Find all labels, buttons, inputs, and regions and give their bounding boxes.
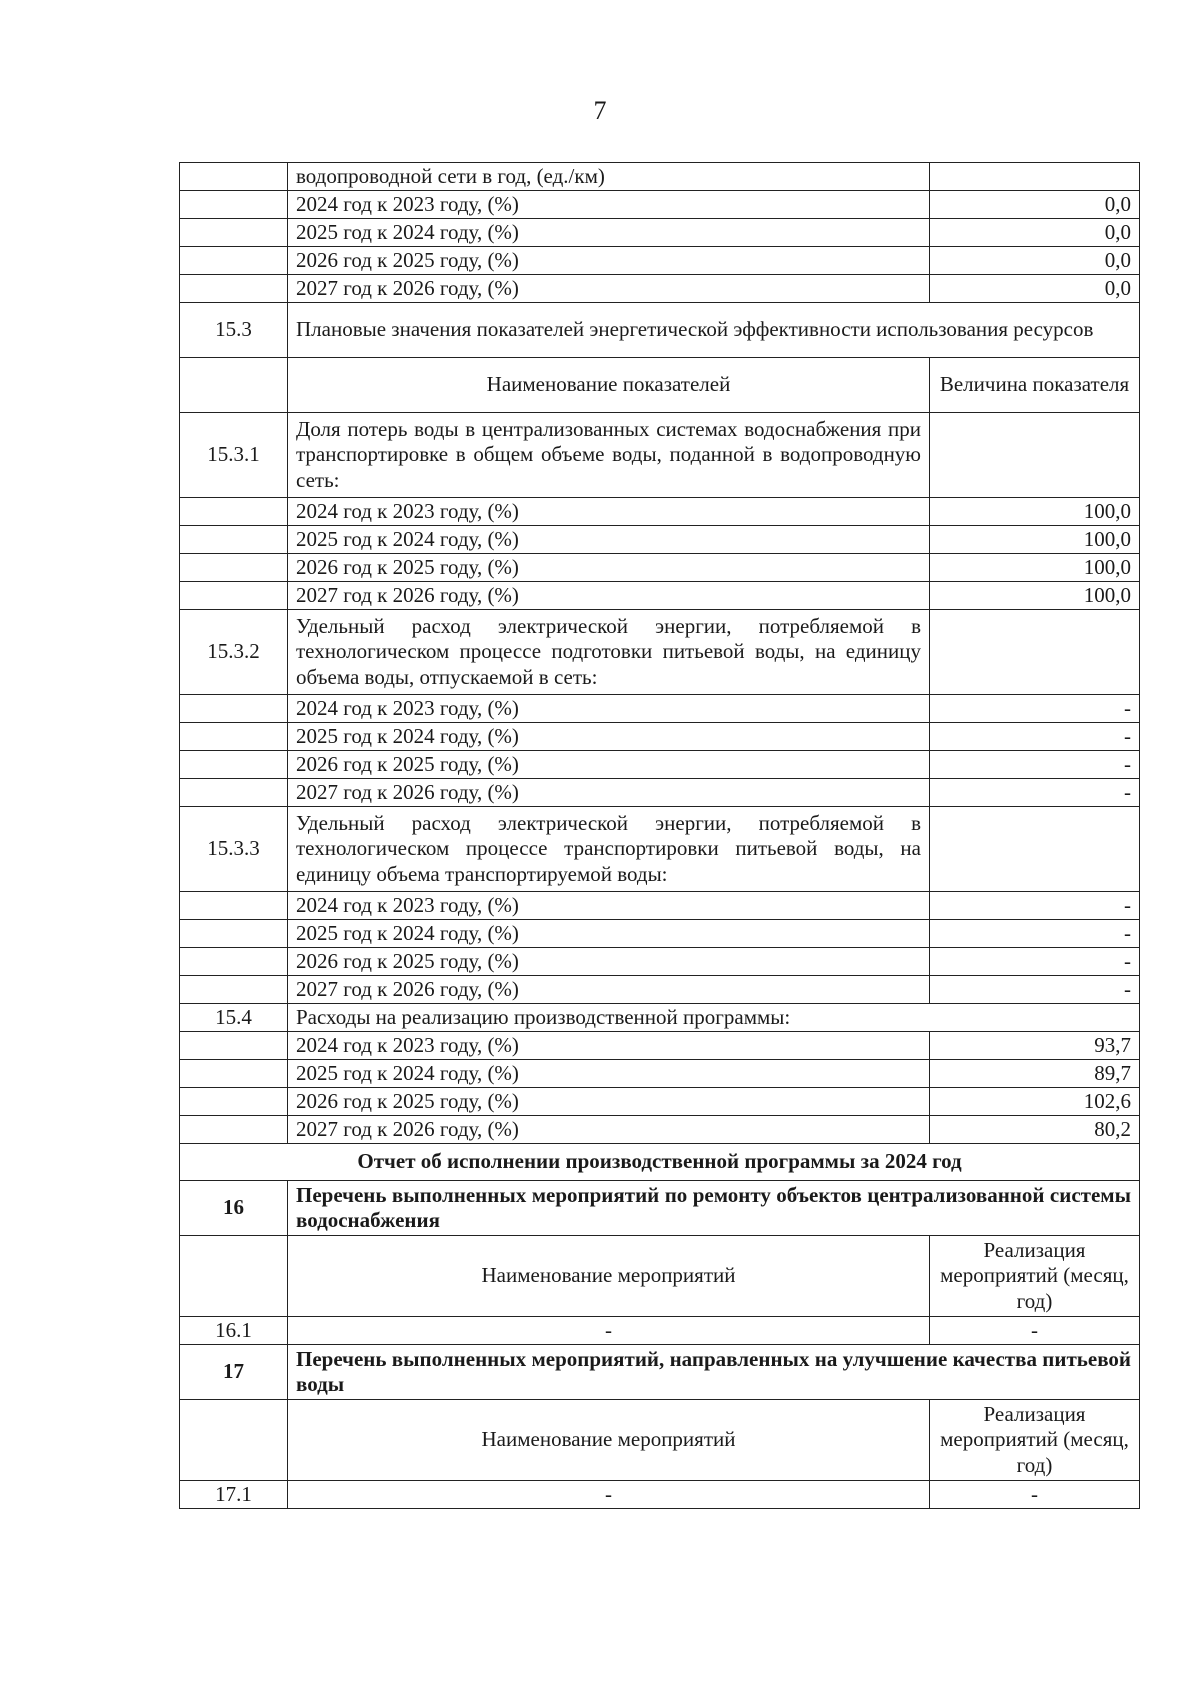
section-row-15-3-1 [180, 413, 1140, 498]
table-row [180, 275, 1140, 303]
row-text: - [288, 1317, 930, 1345]
empty-cell [180, 1236, 288, 1317]
table-row [180, 779, 1140, 807]
empty-cell [180, 1032, 288, 1060]
table-row [180, 1116, 1140, 1144]
row-number [180, 275, 288, 303]
section-number: 15.3.3 [180, 807, 288, 892]
empty-cell [930, 610, 1140, 695]
row-value [930, 163, 1140, 191]
empty-cell [180, 1088, 288, 1116]
section-title: Плановые значения показателей энергетической эффективности использования ресурсов [288, 303, 1140, 358]
row-text: 2027 год к 2026 году, (%) [288, 1116, 930, 1144]
section-number: 16 [180, 1181, 288, 1236]
empty-cell [180, 751, 288, 779]
empty-cell [180, 498, 288, 526]
row-number: 16.1 [180, 1317, 288, 1345]
table-row [180, 163, 1140, 191]
table-row [180, 1088, 1140, 1116]
row-text: 2024 год к 2023 году, (%) [288, 498, 930, 526]
empty-cell [180, 1400, 288, 1481]
table-row [180, 1317, 1140, 1345]
section-row-15-4 [180, 1004, 1140, 1032]
section-title: Перечень выполненных мероприятий, направленных на улучшение качества питьевой воды [288, 1345, 1140, 1400]
row-text: - [288, 1481, 930, 1509]
table-row [180, 582, 1140, 610]
row-value: - [930, 892, 1140, 920]
row-value: - [930, 723, 1140, 751]
table-row [180, 526, 1140, 554]
section-row-15-3-3 [180, 807, 1140, 892]
section-number: 15.3.2 [180, 610, 288, 695]
row-value: 80,2 [930, 1116, 1140, 1144]
row-value: - [930, 948, 1140, 976]
section-row-17 [180, 1345, 1140, 1400]
table-row [180, 498, 1140, 526]
row-text: 2026 год к 2025 году, (%) [288, 554, 930, 582]
row-value: - [930, 1317, 1140, 1345]
row-text: 2026 год к 2025 году, (%) [288, 751, 930, 779]
row-value: 93,7 [930, 1032, 1140, 1060]
row-value: 100,0 [930, 582, 1140, 610]
header-row-indicators [180, 358, 1140, 413]
empty-cell [180, 723, 288, 751]
row-text: 2026 год к 2025 году, (%) [288, 1088, 930, 1116]
empty-cell [180, 892, 288, 920]
row-text: 2027 год к 2026 году, (%) [288, 976, 930, 1004]
table-row [180, 1032, 1140, 1060]
page-number: 7 [593, 96, 607, 125]
row-number [180, 163, 288, 191]
table-row [180, 920, 1140, 948]
row-text: 2024 год к 2023 году, (%) [288, 191, 930, 219]
section-number: 15.4 [180, 1004, 288, 1032]
section-title: Перечень выполненных мероприятий по ремонту объектов централизованной системы водоснабжения [288, 1181, 1140, 1236]
header-row-measures-16 [180, 1236, 1140, 1317]
row-value: 100,0 [930, 554, 1140, 582]
column-header-name: Наименование показателей [288, 358, 930, 413]
empty-cell [180, 695, 288, 723]
row-value: 0,0 [930, 191, 1140, 219]
row-text: 2025 год к 2024 году, (%) [288, 526, 930, 554]
row-value: 0,0 [930, 275, 1140, 303]
empty-cell [180, 1116, 288, 1144]
row-value: 0,0 [930, 247, 1140, 275]
row-value: - [930, 976, 1140, 1004]
row-text: 2025 год к 2024 году, (%) [288, 219, 930, 247]
row-text: 2027 год к 2026 году, (%) [288, 275, 930, 303]
table-row [180, 247, 1140, 275]
row-text: 2025 год к 2024 году, (%) [288, 920, 930, 948]
row-value: - [930, 751, 1140, 779]
report-title: Отчет об исполнении производственной программы за 2024 год [180, 1144, 1140, 1181]
section-row-16 [180, 1181, 1140, 1236]
section-number: 15.3 [180, 303, 288, 358]
table-row [180, 191, 1140, 219]
empty-cell [180, 554, 288, 582]
table-row [180, 723, 1140, 751]
column-header-value: Величина показателя [930, 358, 1140, 413]
row-value: 0,0 [930, 219, 1140, 247]
row-value: - [930, 779, 1140, 807]
table-row [180, 695, 1140, 723]
empty-cell [930, 807, 1140, 892]
row-value: 100,0 [930, 498, 1140, 526]
section-number: 15.3.1 [180, 413, 288, 498]
empty-cell [180, 976, 288, 1004]
table-row [180, 554, 1140, 582]
section-title: Расходы на реализацию производственной программы: [288, 1004, 1140, 1032]
row-text: водопроводной сети в год, (ед./км) [288, 163, 930, 191]
empty-cell [180, 526, 288, 554]
row-text: 2025 год к 2024 году, (%) [288, 1060, 930, 1088]
row-text: 2026 год к 2025 году, (%) [288, 247, 930, 275]
row-text: 2027 год к 2026 году, (%) [288, 582, 930, 610]
row-number [180, 191, 288, 219]
row-value: 100,0 [930, 526, 1140, 554]
row-text: 2024 год к 2023 году, (%) [288, 1032, 930, 1060]
empty-cell [180, 779, 288, 807]
section-text: Удельный расход электрической энергии, потребляемой в технологическом процессе подготовки питьевой воды, на единицу объема воды, отпускаемой в сеть: [288, 610, 930, 695]
program-table [179, 162, 1140, 1509]
empty-cell [180, 1060, 288, 1088]
row-text: 2024 год к 2023 году, (%) [288, 892, 930, 920]
section-row-15-3-2 [180, 610, 1140, 695]
report-title-row [180, 1144, 1140, 1181]
row-number [180, 219, 288, 247]
empty-cell [180, 582, 288, 610]
row-number [180, 247, 288, 275]
row-text: 2026 год к 2025 году, (%) [288, 948, 930, 976]
table-row [180, 219, 1140, 247]
table-row [180, 892, 1140, 920]
row-text: 2027 год к 2026 году, (%) [288, 779, 930, 807]
header-row-measures-17 [180, 1400, 1140, 1481]
row-number: 17.1 [180, 1481, 288, 1509]
table-row [180, 751, 1140, 779]
row-value: - [930, 1481, 1140, 1509]
row-value: 89,7 [930, 1060, 1140, 1088]
table-row [180, 976, 1140, 1004]
section-number: 17 [180, 1345, 288, 1400]
table-row [180, 1481, 1140, 1509]
empty-cell [180, 920, 288, 948]
empty-cell [180, 948, 288, 976]
section-row-15-3 [180, 303, 1140, 358]
section-text: Доля потерь воды в централизованных системах водоснабжения при транспортировке в общем объеме воды, поданной в водопроводную сеть: [288, 413, 930, 498]
row-value: 102,6 [930, 1088, 1140, 1116]
row-value: - [930, 695, 1140, 723]
column-header-value: Реализация мероприятий (месяц, год) [930, 1400, 1140, 1481]
column-header-value: Реализация мероприятий (месяц, год) [930, 1236, 1140, 1317]
section-text: Удельный расход электрической энергии, потребляемой в технологическом процессе транспортировки питьевой воды, на единицу объема транспортируемой воды: [288, 807, 930, 892]
column-header-name: Наименование мероприятий [288, 1236, 930, 1317]
table-row [180, 1060, 1140, 1088]
column-header-name: Наименование мероприятий [288, 1400, 930, 1481]
row-text: 2024 год к 2023 году, (%) [288, 695, 930, 723]
table-row [180, 948, 1140, 976]
empty-cell [180, 358, 288, 413]
row-value: - [930, 920, 1140, 948]
empty-cell [930, 413, 1140, 498]
row-text: 2025 год к 2024 году, (%) [288, 723, 930, 751]
